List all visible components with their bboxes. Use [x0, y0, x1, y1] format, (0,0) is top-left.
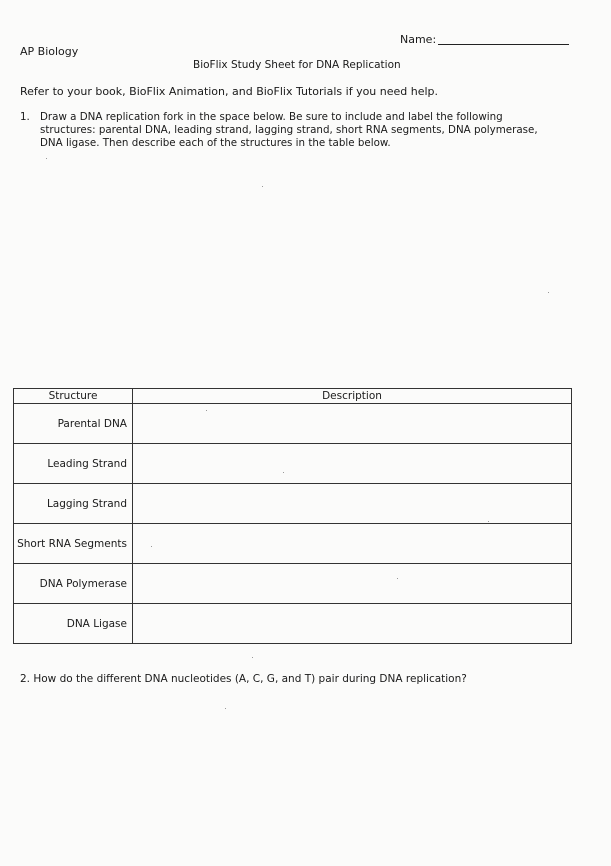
column-header-structure: Structure — [14, 389, 133, 404]
table-row — [14, 444, 572, 484]
table-row — [14, 604, 572, 644]
description-cell[interactable] — [133, 604, 572, 644]
structure-cell: Parental DNA — [14, 404, 133, 444]
description-cell[interactable] — [133, 404, 572, 444]
name-label: Name: — [400, 33, 437, 46]
answer-area-question-2[interactable] — [20, 692, 570, 852]
column-header-description: Description — [133, 389, 572, 404]
description-cell[interactable] — [133, 484, 572, 524]
table-header-row — [14, 389, 572, 404]
drawing-area[interactable] — [20, 160, 570, 382]
page-title: BioFlix Study Sheet for DNA Replication — [193, 59, 401, 71]
intro-instructions: Refer to your book, BioFlix Animation, and BioFlix Tutorials if you need help. — [20, 85, 439, 98]
name-blank-line[interactable] — [438, 44, 569, 45]
question-1-number: 1. — [20, 111, 30, 123]
structure-cell: DNA Polymerase — [14, 564, 133, 604]
structure-cell: Short RNA Segments — [14, 524, 133, 564]
table-row — [14, 404, 572, 444]
table-row — [14, 564, 572, 604]
question-1 — [20, 111, 560, 150]
structure-cell: Leading Strand — [14, 444, 133, 484]
description-cell[interactable] — [133, 524, 572, 564]
table-row — [14, 484, 572, 524]
structure-table — [13, 388, 572, 644]
question-2-text: 2. How do the different DNA nucleotides (A, C, G, and T) pair during DNA replication? — [20, 673, 467, 685]
question-1-text: Draw a DNA replication fork in the space below. Be sure to include and label the following structures: parental DNA, leading strand, lagging strand, short RNA segments, DNA polymerase, DNA ligase. Then describe each of the structures in the table below. — [40, 111, 538, 149]
structure-cell: DNA Ligase — [14, 604, 133, 644]
table-row — [14, 524, 572, 564]
description-cell[interactable] — [133, 564, 572, 604]
description-cell[interactable] — [133, 444, 572, 484]
structure-cell: Lagging Strand — [14, 484, 133, 524]
course-name: AP Biology — [20, 45, 79, 58]
